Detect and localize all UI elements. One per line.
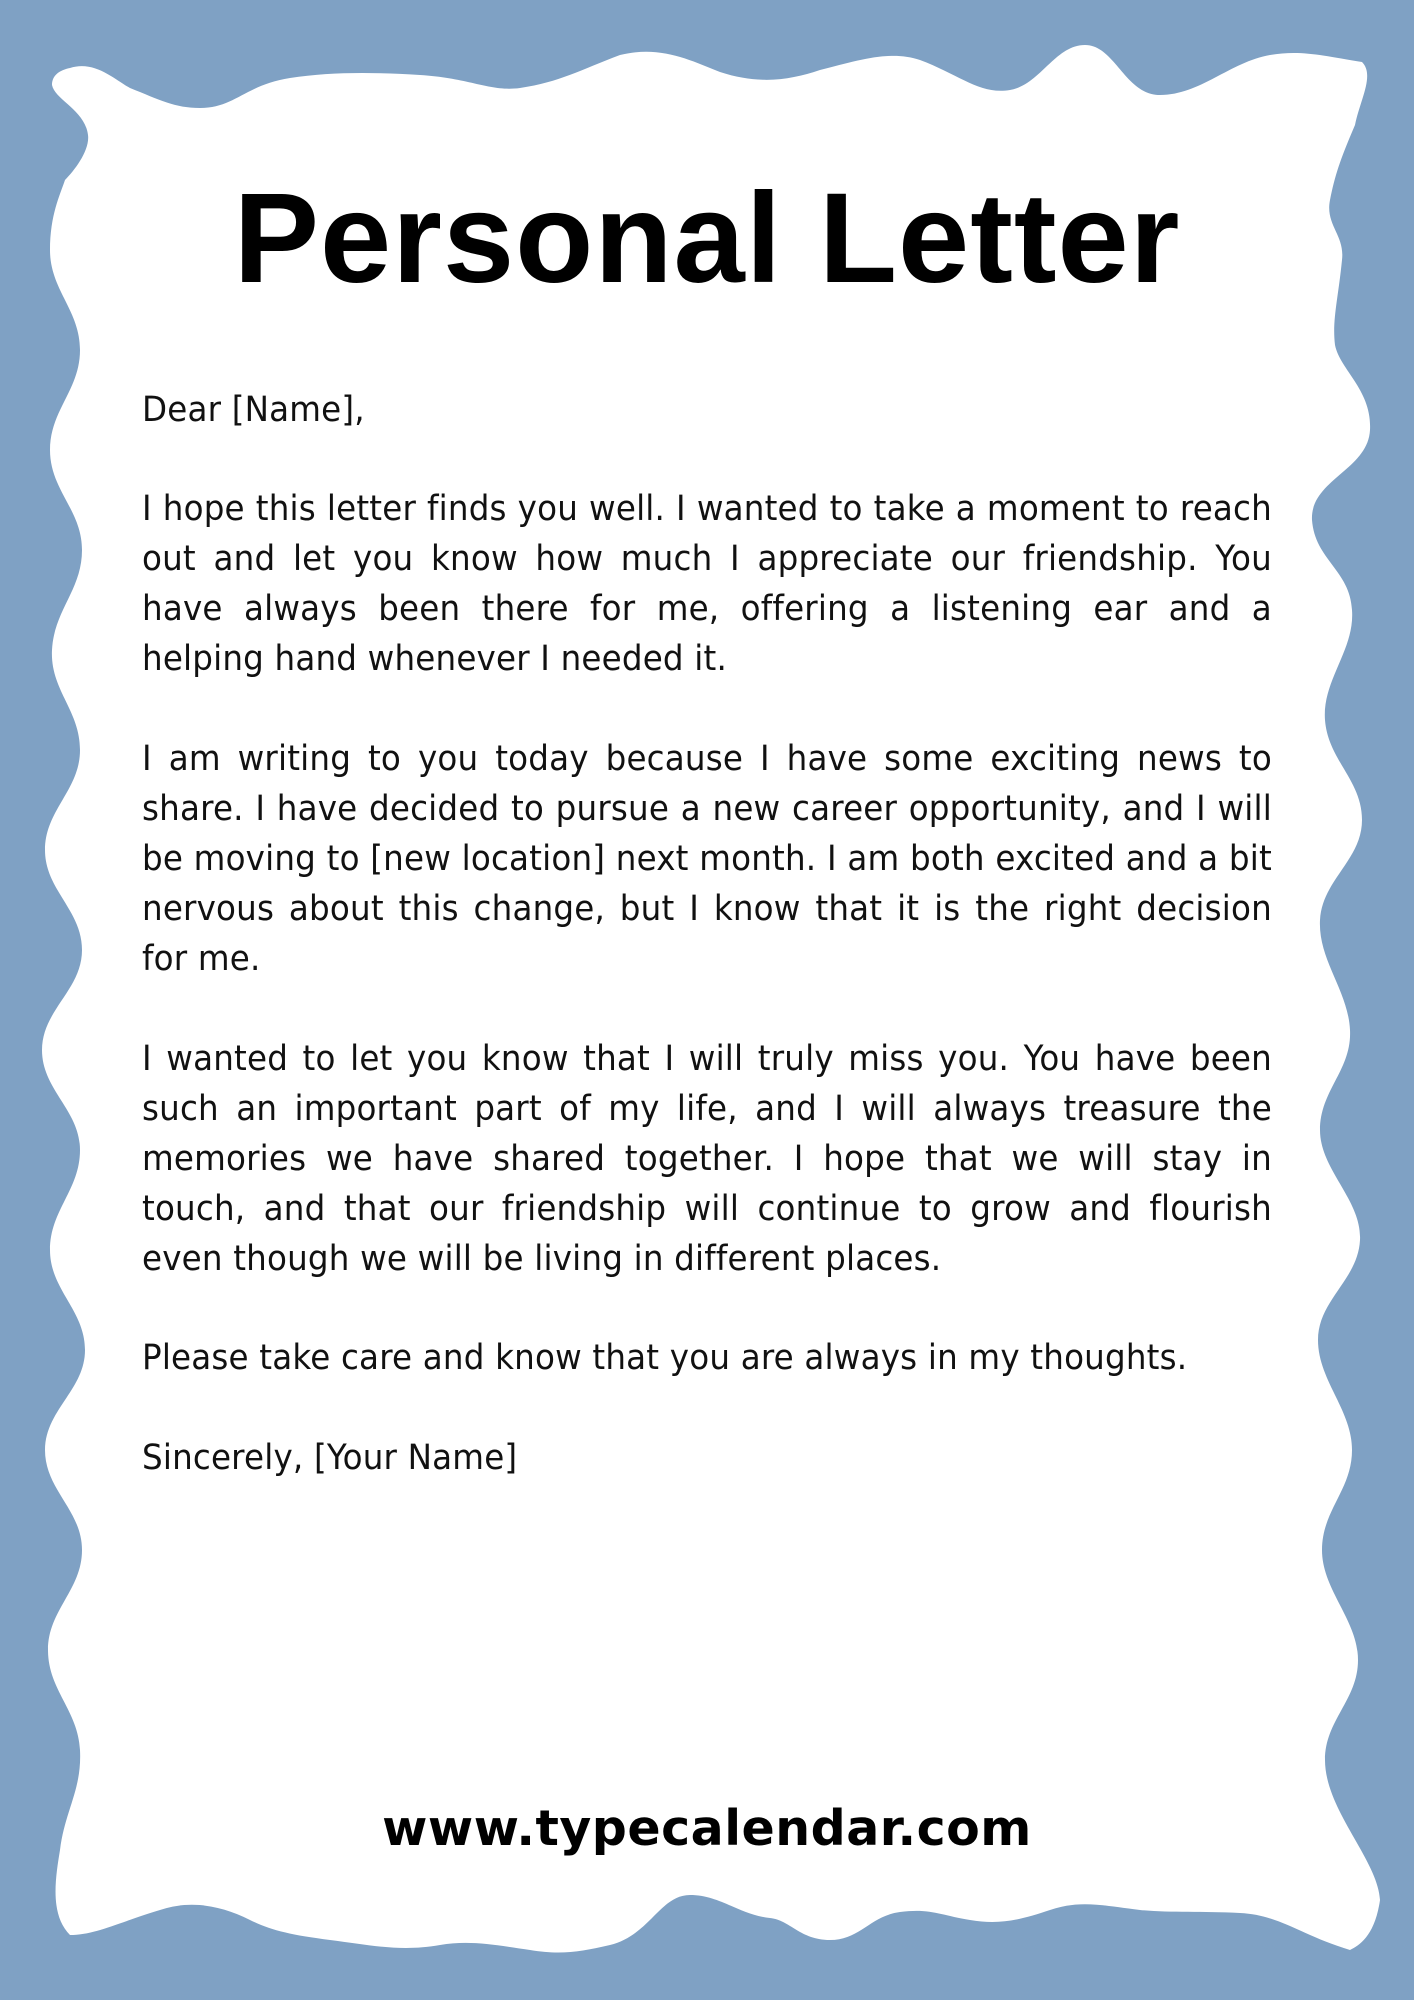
paragraph-1: I hope this letter finds you well. I wanted to take a moment to reach out and let you know how much I appreciate our friendship. You have always been there for me, offering a listening ear and a helping hand whenever I needed it.	[142, 489, 1272, 679]
footer-website-url: www.typecalendar.com	[382, 1800, 1032, 1857]
paragraph-4: Please take care and know that you are always in my thoughts.	[142, 1338, 1188, 1378]
paragraph-3: I wanted to let you know that I will truly miss you. You have been such an important part of my life, and I will always treasure the memories we have shared together. I hope that we will stay in touch, and that our friendship will continue to grow and flourish even though we will be living in different places.	[142, 1039, 1272, 1279]
paragraph-2: I am writing to you today because I have some exciting news to share. I have decided to pursue a new career opportunity, and I will be moving to [new location] next month. I am both excited and a bit nervous about this change, but I know that it is the right decision for me.	[142, 739, 1272, 979]
page-title: Personal Letter	[233, 167, 1181, 310]
closing-signature: Sincerely, [Your Name]	[142, 1438, 518, 1478]
salutation: Dear [Name],	[142, 390, 365, 430]
